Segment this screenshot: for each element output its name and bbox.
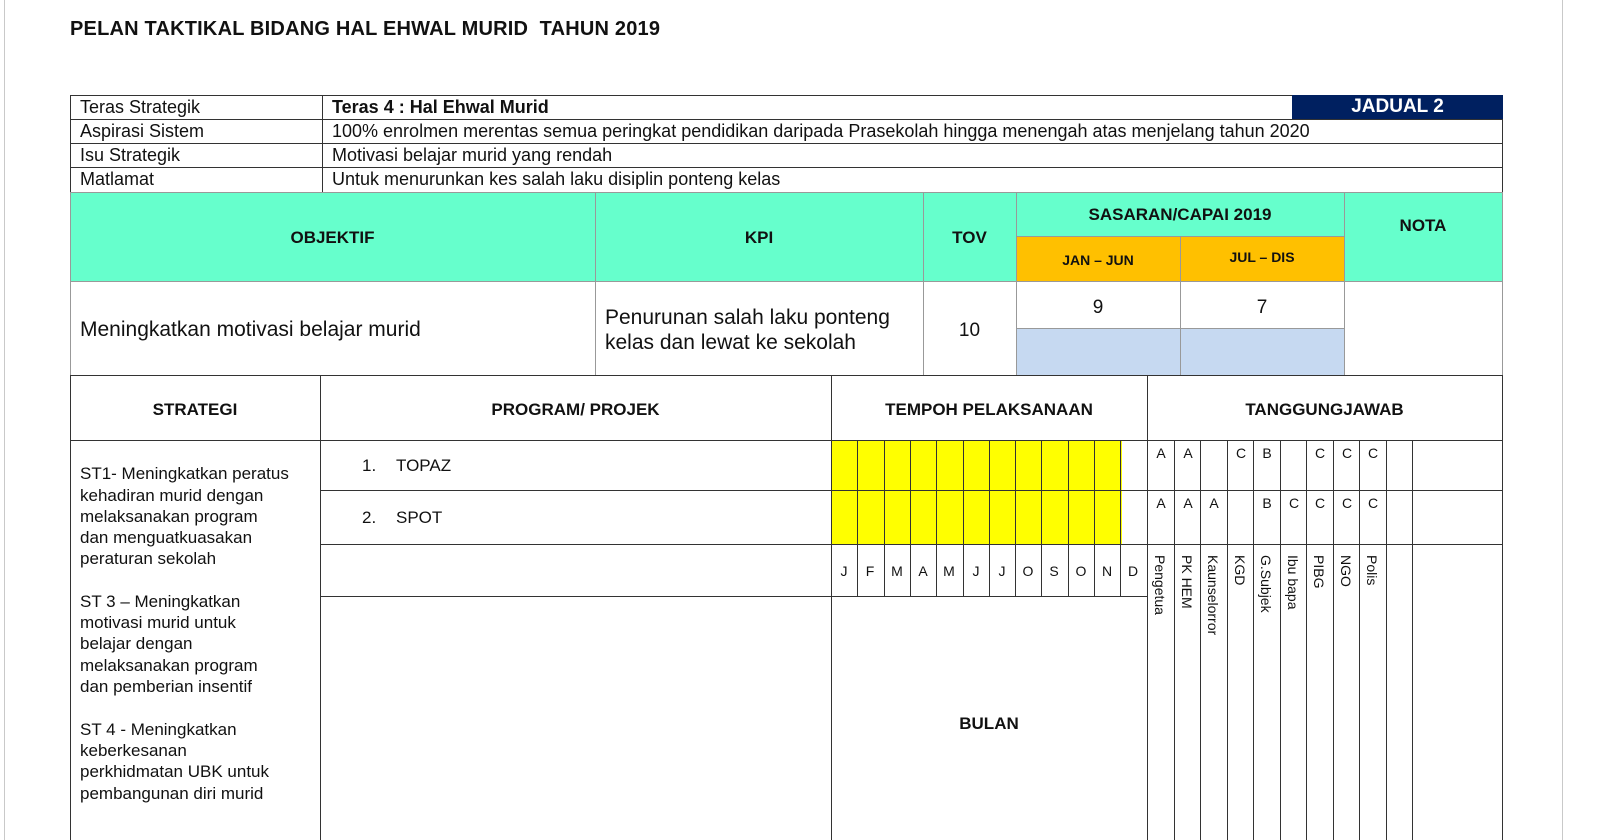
info-label: Aspirasi Sistem: [80, 121, 205, 141]
info-value: Teras 4 : Hal Ehwal Murid: [332, 97, 549, 117]
info-label: Isu Strategik: [80, 145, 181, 165]
strategy-line: ST 4 - Meningkatkan: [80, 720, 237, 739]
responsibility-mark: C: [1367, 495, 1379, 511]
strategy-line: peraturan sekolah: [80, 549, 217, 568]
responsibility-mark: B: [1262, 445, 1272, 461]
month-label: O: [1022, 563, 1034, 579]
strategy-line: ST1- Meningkatkan peratus: [80, 464, 289, 483]
info-label: Matlamat: [80, 169, 155, 189]
divider: [320, 375, 321, 840]
role-label: Kaunselorror: [1205, 555, 1221, 636]
header-jul-dis: JUL – DIS: [1229, 249, 1295, 265]
role-label: G.Subjek: [1258, 555, 1274, 613]
program-name: SPOT: [396, 508, 443, 527]
kpi-text: Penurunan salah laku ponteng: [605, 306, 890, 329]
page-title: PELAN TAKTIKAL BIDANG HAL EHWAL MURID TAHUN 2019: [70, 18, 661, 40]
strategy-line: belajar dengan: [80, 634, 193, 653]
responsibility-mark: C: [1235, 445, 1247, 461]
month-label: A: [918, 563, 928, 579]
month-label: J: [998, 563, 1006, 579]
role-label: NGO: [1338, 555, 1354, 587]
role-label: PK HEM: [1179, 555, 1195, 609]
info-label: Teras Strategik: [80, 97, 201, 117]
strategy-line: dan menguatkuasakan: [80, 528, 253, 547]
program-number: 2.: [362, 508, 377, 527]
page-edge: [4, 0, 5, 840]
divider: [70, 192, 71, 376]
strategy-line: pembangunan diri murid: [80, 784, 264, 803]
responsibility-mark: C: [1314, 445, 1326, 461]
responsibility-mark: A: [1183, 445, 1193, 461]
month-label: S: [1049, 563, 1059, 579]
strategy-line: keberkesanan: [80, 741, 187, 760]
header-kpi: KPI: [744, 228, 774, 247]
strategy-line: melaksanakan program: [80, 656, 258, 675]
tov-value: 10: [958, 320, 981, 341]
responsibility-mark: A: [1156, 495, 1166, 511]
header-nota: NOTA: [1399, 216, 1447, 235]
responsibility-mark: C: [1314, 495, 1326, 511]
role-divider: [1386, 440, 1387, 840]
divider: [831, 375, 832, 840]
header-tanggungjawab: TANGGUNGJAWAB: [1245, 400, 1404, 419]
responsibility-mark: B: [1262, 495, 1272, 511]
strategy-line: ST 3 – Meningkatkan: [80, 592, 241, 611]
strategy-line: motivasi murid untuk: [80, 613, 236, 632]
divider: [320, 490, 1503, 491]
responsibility-mark: A: [1209, 495, 1219, 511]
responsibility-mark: C: [1341, 495, 1353, 511]
header-tov: TOV: [952, 228, 987, 247]
program-number: 1.: [362, 456, 377, 475]
strategy-line: perkhidmatan UBK untuk: [80, 762, 269, 781]
objective-text: Meningkatkan motivasi belajar murid: [80, 318, 421, 341]
divider: [70, 440, 1503, 441]
divider: [70, 167, 1503, 168]
responsibility-mark: C: [1367, 445, 1379, 461]
month-label: N: [1101, 563, 1113, 579]
divider: [70, 192, 1503, 193]
month-label: O: [1075, 563, 1087, 579]
month-label: J: [972, 563, 980, 579]
role-divider: [1227, 440, 1228, 840]
bulan-label: BULAN: [959, 714, 1019, 733]
schedule-highlight: [831, 440, 1122, 545]
divider: [595, 192, 596, 376]
info-value: 100% enrolmen merentas semua peringkat pendidikan daripada Prasekolah hingga menengah atas menjelang tahun 2020: [332, 121, 1310, 141]
header-jan-jun: JAN – JUN: [1062, 252, 1134, 268]
page-edge: [1562, 0, 1563, 840]
role-label: Ibu bapa: [1285, 555, 1301, 610]
kpi-text: kelas dan lewat ke sekolah: [605, 331, 856, 354]
divider: [1502, 375, 1503, 840]
header-objektif: OBJEKTIF: [290, 228, 375, 247]
strategy-line: kehadiran murid dengan: [80, 486, 264, 505]
header-sasaran: SASARAN/CAPAI 2019: [1088, 205, 1272, 224]
info-value: Motivasi belajar murid yang rendah: [332, 145, 613, 165]
divider: [1502, 192, 1503, 376]
role-label: PIBG: [1311, 555, 1327, 589]
responsibility-mark: A: [1156, 445, 1166, 461]
divider: [320, 544, 1503, 545]
header-tempoh: TEMPOH PELAKSANAAN: [885, 400, 1093, 419]
role-label: Polis: [1364, 555, 1380, 586]
header-strategi: STRATEGI: [152, 400, 238, 419]
info-value: Untuk menurunkan kes salah laku disiplin ponteng kelas: [332, 169, 781, 189]
divider: [70, 281, 1503, 282]
role-label: Pengetua: [1152, 555, 1168, 615]
month-label: M: [943, 563, 955, 579]
jadual-label: JADUAL 2: [1351, 96, 1444, 117]
divider: [70, 119, 1503, 120]
info-table-border: [70, 95, 1503, 193]
target-jul-dis: 7: [1256, 297, 1268, 318]
divider: [70, 375, 1503, 376]
strategy-line: dan pemberian insentif: [80, 677, 253, 696]
responsibility-mark: A: [1183, 495, 1193, 511]
role-label: KGD: [1232, 555, 1248, 586]
target-jan-jun: 9: [1092, 297, 1104, 318]
divider: [923, 192, 924, 376]
month-label: J: [840, 563, 848, 579]
divider: [322, 95, 323, 193]
header-program: PROGRAM/ PROJEK: [491, 400, 660, 419]
month-label: F: [865, 563, 875, 579]
responsibility-mark: C: [1341, 445, 1353, 461]
divider: [70, 143, 1503, 144]
strategy-line: melaksanakan program: [80, 507, 258, 526]
program-name: TOPAZ: [396, 456, 452, 475]
role-divider: [1412, 440, 1413, 840]
responsibility-mark: C: [1288, 495, 1300, 511]
divider: [320, 596, 1147, 597]
month-label: M: [891, 563, 903, 579]
month-label: D: [1127, 563, 1139, 579]
divider: [70, 375, 71, 840]
